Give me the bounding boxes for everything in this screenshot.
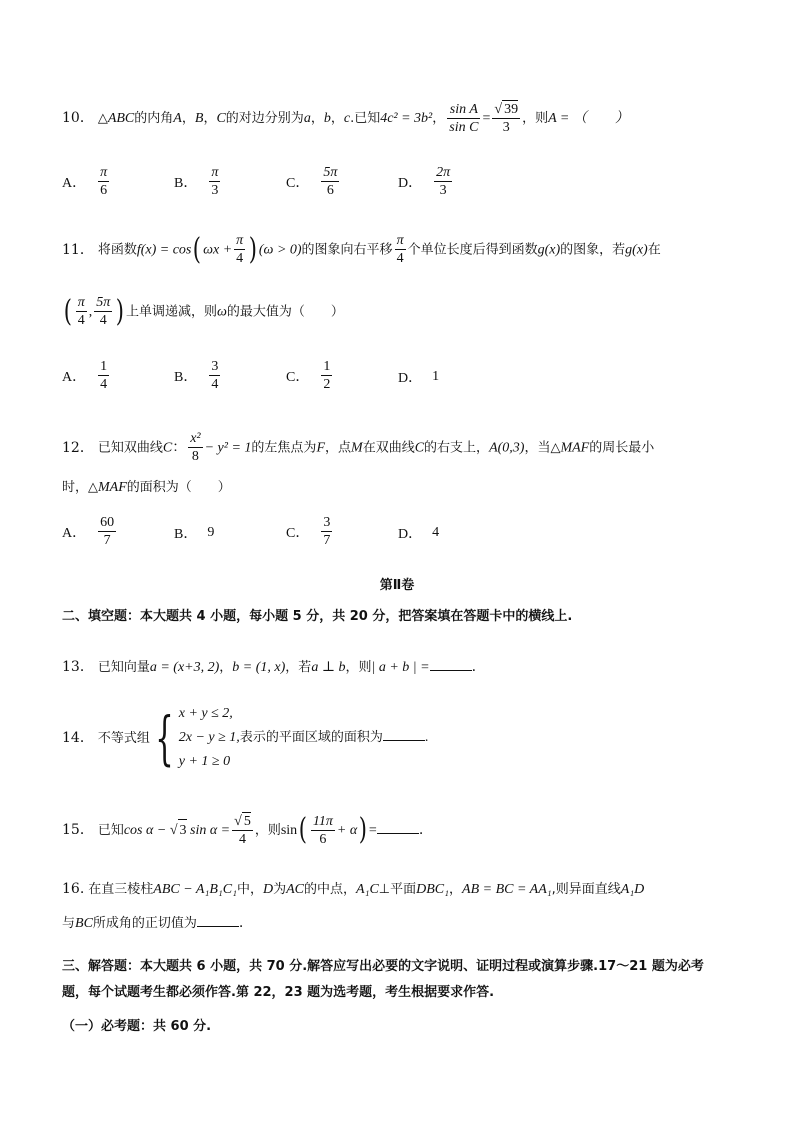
fraction-denominator: 4 xyxy=(236,251,244,266)
fraction-denominator: 6 xyxy=(100,183,108,198)
solve-header-line-1: 三、解答题：本大题共 6 小题，共 70 分.解答应写出必要的文字说明、证明过程或演算步骤.17～21 题为必考 xyxy=(62,959,704,974)
fraction-denominator: 4 xyxy=(396,251,404,266)
option-label: A． xyxy=(62,369,87,385)
condition: (ω > 0) xyxy=(258,242,302,258)
fraction-denominator: 6 xyxy=(319,831,327,847)
question-text: 的内角 xyxy=(134,111,174,126)
option-value: 4 xyxy=(432,525,440,540)
question-10: 10． △ABC的内角A，B，C的对边分别为a，b，c.已知4c² = 3b²， $\frac{\text{sin A}}{\text{sin C}}$ = $\frac{√ 39}{3}$ ，则A = （ ） xyxy=(62,101,629,135)
option-label: C． xyxy=(286,175,310,191)
fraction xyxy=(98,358,109,393)
question-text: 已知向量 xyxy=(97,660,150,675)
fraction-numerator: π xyxy=(211,165,219,180)
point-D: D xyxy=(262,882,274,897)
var-b: b xyxy=(323,111,331,126)
sqrt-radicand: 39 xyxy=(504,102,519,117)
option-c[interactable] xyxy=(286,514,334,549)
fraction-numerator: 3 xyxy=(323,515,331,530)
fraction xyxy=(311,813,335,848)
question-text: 为 xyxy=(273,882,287,897)
fraction-numerator: 5π xyxy=(323,165,338,180)
inequality-system xyxy=(179,702,429,774)
point-A: A(0,3) xyxy=(489,440,525,456)
option-label: B． xyxy=(174,369,198,385)
question-text: 将函数 xyxy=(97,242,137,258)
option-a[interactable] xyxy=(62,514,118,549)
question-text: 的图象，若 xyxy=(560,242,626,258)
option-label: A． xyxy=(62,175,87,191)
left-paren: ( xyxy=(63,293,72,329)
var-C: C xyxy=(414,440,425,456)
segment-A1D: A₁D xyxy=(620,882,645,897)
sqrt-radicand: 5 xyxy=(243,814,251,829)
function-expression: f(x) = cos xyxy=(136,242,192,258)
inequality-2: 2x − y ≥ 1, xyxy=(178,730,240,745)
prism-name: ABC − A₁B₁C₁ xyxy=(153,882,237,897)
fraction-denominator: 4 xyxy=(211,377,219,392)
option-label: C． xyxy=(286,525,310,541)
fraction-numerator: 1 xyxy=(100,359,108,374)
fraction-denominator: 4 xyxy=(238,832,246,847)
question-text: 在双曲线 xyxy=(362,440,415,456)
fraction xyxy=(209,358,220,393)
answer-blank[interactable] xyxy=(197,912,239,927)
question-text: 上单调递减，则 xyxy=(125,304,217,320)
inequality-2-row xyxy=(179,726,429,750)
var-B: B xyxy=(194,111,204,126)
question-14 xyxy=(62,702,734,774)
fraction-numerator: 2π xyxy=(436,165,451,180)
question-text: ，则 xyxy=(254,823,281,838)
fraction-denominator: 3 xyxy=(211,183,219,198)
perpendicular-condition: a ⊥ b xyxy=(311,660,346,675)
fraction-denominator: 2 xyxy=(323,377,331,392)
question-text: 不等式组 xyxy=(97,731,150,746)
question-text: 已知双曲线 xyxy=(97,440,163,456)
question-text: ，当△ xyxy=(524,440,561,456)
segment-A1C: A₁C xyxy=(356,882,379,897)
equation: 4c² = 3b² xyxy=(380,111,433,126)
fraction-denominator: 3 xyxy=(439,183,447,198)
right-paren: ) xyxy=(116,293,125,329)
question-text: ，点 xyxy=(325,440,352,456)
fraction xyxy=(98,514,116,549)
function-g: g(x) xyxy=(625,242,648,258)
equals-sign: = xyxy=(368,823,377,838)
question-number: 16. xyxy=(62,881,85,897)
question-text: 在 xyxy=(647,242,661,258)
separator: ， xyxy=(219,660,233,675)
equation: − y² = 1 xyxy=(204,440,252,456)
vector-a: a = (x+3, 2) xyxy=(149,660,220,675)
option-a[interactable] xyxy=(62,164,111,199)
option-b[interactable] xyxy=(174,164,222,199)
question-15: 15． 已知cos α − √ 3 sin α = $\frac{√ 5}{4}$ ，则sin( $\frac{11\pi}{6}$ + α) = . xyxy=(62,812,424,847)
var-C: C xyxy=(162,440,173,456)
required-header: （一）必考题：共 60 分. xyxy=(62,1019,212,1034)
inequality-1: x + y ≤ 2, xyxy=(178,706,233,721)
separator: ， xyxy=(449,882,463,897)
var-C: C xyxy=(216,111,226,126)
question-16-line2 xyxy=(62,912,734,935)
period: . xyxy=(418,822,424,838)
var-A: A xyxy=(173,111,182,126)
expression: cos α − xyxy=(123,823,170,838)
answer-blank[interactable] xyxy=(377,819,419,834)
question-text: ，则 xyxy=(522,111,549,126)
var-a: a xyxy=(303,111,311,126)
question-text: ,则异面直线 xyxy=(551,882,621,897)
option-d[interactable] xyxy=(398,523,439,543)
option-value: 9 xyxy=(207,525,215,540)
fraction xyxy=(447,101,480,136)
options-12 xyxy=(62,514,482,554)
triangle-symbol: △ xyxy=(97,111,108,126)
options-10 xyxy=(62,164,482,204)
fraction-denominator: 8 xyxy=(191,449,199,464)
question-text: 的右支上， xyxy=(424,440,490,456)
fraction-numerator: π xyxy=(236,233,244,248)
options-11 xyxy=(62,358,482,398)
triangle-name: MAF xyxy=(98,480,127,495)
sin-function: sin xyxy=(280,823,298,838)
segment-AC: AC xyxy=(286,882,305,897)
question-text: 与 xyxy=(62,916,76,931)
segment-BC: BC xyxy=(75,916,93,931)
question-text: 的图象向右平移 xyxy=(301,242,393,258)
fraction xyxy=(234,232,245,267)
var-omega: ω xyxy=(216,304,227,320)
question-number: 11． xyxy=(62,241,94,258)
solve-header xyxy=(62,954,736,1006)
option-label: D． xyxy=(398,527,423,542)
left-paren: ( xyxy=(193,231,202,267)
question-text: 的中点， xyxy=(304,882,357,897)
option-label: B． xyxy=(174,527,198,542)
equalities: AB = BC = AA₁ xyxy=(462,882,552,897)
option-label: A． xyxy=(62,525,87,541)
fraction xyxy=(434,164,452,199)
inner-expression: ωx + xyxy=(203,242,233,258)
fill-in-header: 二、填空题：本大题共 4 小题，每小题 5 分，共 20 分，把答案填在答题卡中的横线上. xyxy=(62,609,573,624)
period: . xyxy=(471,659,477,675)
var-F: F xyxy=(316,440,325,456)
option-b[interactable] xyxy=(174,523,214,543)
fraction-denominator: 4 xyxy=(77,313,85,328)
fraction-denominator: 7 xyxy=(323,533,331,548)
option-label: D． xyxy=(398,175,423,191)
fraction xyxy=(232,812,253,848)
fraction-numerator: √ 39 xyxy=(494,102,519,117)
plane-DBC1: DBC₁ xyxy=(416,882,449,897)
fraction-numerator: 60 xyxy=(100,515,115,530)
colon: ： xyxy=(172,440,187,456)
question-text: 时，△ xyxy=(62,480,98,495)
option-c[interactable] xyxy=(286,164,341,199)
question-text: 的最大值为（ ） xyxy=(226,304,344,320)
fraction-denominator: 4 xyxy=(99,313,107,328)
magnitude-expression: | a + b | = xyxy=(371,660,430,675)
option-d[interactable] xyxy=(398,164,454,199)
question-text: 个单位长度后得到函数 xyxy=(407,242,538,258)
triangle-name: MAF xyxy=(560,440,590,456)
option-c[interactable] xyxy=(286,358,334,393)
fraction xyxy=(188,430,202,465)
fraction-numerator: π xyxy=(77,295,85,310)
question-text: ，则 xyxy=(345,660,372,675)
question-text: 的周长最小 xyxy=(589,440,655,456)
question-text: 中， xyxy=(236,882,263,897)
option-d[interactable] xyxy=(398,367,439,387)
fraction-numerator: √ 5 xyxy=(234,814,251,829)
sqrt-radicand: 3 xyxy=(178,819,187,842)
option-label: D． xyxy=(398,371,423,386)
question-number: 14． xyxy=(62,730,94,746)
fraction xyxy=(395,232,406,267)
function-g: g(x) xyxy=(537,242,561,258)
expression: sin α = xyxy=(186,823,231,838)
triangle-name: ABC xyxy=(107,111,135,126)
question-16 xyxy=(62,878,734,901)
question-text: 已知 xyxy=(97,823,124,838)
solve-header-line-2: 题，每个试题考生都必须作答.第 22，23 题为选考题，考生根据要求作答. xyxy=(62,985,495,1000)
answer-blank[interactable] xyxy=(383,726,425,741)
question-answer-slot: A = （ ） xyxy=(548,111,629,126)
question-text: 在直三棱柱 xyxy=(88,882,154,897)
fraction xyxy=(321,164,339,199)
fraction-denominator: sin C xyxy=(449,119,479,135)
question-11-line2: ( $\frac{\pi}{4}$ , $\frac{5\pi}{4}$ ) 上单调递减，则ω的最大值为（ ） xyxy=(63,293,344,329)
section-title: 第Ⅱ卷 xyxy=(379,578,415,593)
left-paren: ( xyxy=(298,812,308,847)
question-number: 13． xyxy=(62,659,94,675)
period: . xyxy=(238,915,244,931)
fraction xyxy=(94,294,112,329)
question-text: 所成角的正切值为 xyxy=(92,916,197,931)
fraction-numerator: 3 xyxy=(211,359,219,374)
question-number: 15． xyxy=(62,822,94,838)
expression: + α xyxy=(336,823,358,838)
fraction-numerator: π xyxy=(396,233,404,248)
question-text: ，若 xyxy=(285,660,312,675)
question-12 xyxy=(62,430,734,465)
question-11 xyxy=(62,232,734,267)
question-12-line2 xyxy=(62,476,734,499)
vector-b: b = (1, x) xyxy=(232,660,286,675)
var-c: c xyxy=(343,111,351,126)
question-text: 的左焦点为 xyxy=(251,440,317,456)
option-value: 1 xyxy=(432,369,440,384)
fraction-denominator: 6 xyxy=(326,183,334,198)
left-brace: { xyxy=(155,704,174,772)
fraction-numerator: 1 xyxy=(323,359,331,374)
fraction-numerator: 5π xyxy=(96,295,111,310)
fraction xyxy=(98,164,109,199)
option-label: B． xyxy=(174,175,198,191)
question-text: 表示的平面区域的面积为 xyxy=(239,730,383,745)
right-paren: ) xyxy=(248,231,258,267)
fraction-denominator: 7 xyxy=(103,533,111,548)
question-number: 12． xyxy=(62,439,94,456)
question-text: 的面积为（ ） xyxy=(126,480,231,495)
fraction xyxy=(321,358,332,393)
answer-blank[interactable] xyxy=(430,656,472,671)
option-label: C． xyxy=(286,369,310,385)
fraction-numerator: π xyxy=(100,165,108,180)
fraction xyxy=(492,100,520,136)
question-13 xyxy=(62,656,734,679)
option-b[interactable] xyxy=(174,358,222,393)
question-text: ⊥平面 xyxy=(378,882,417,897)
fraction-numerator: sin A xyxy=(447,101,480,119)
inequality-3: y + 1 ≥ 0 xyxy=(178,754,231,769)
fraction xyxy=(76,294,87,329)
option-a[interactable] xyxy=(62,358,111,393)
fraction-denominator: 4 xyxy=(100,377,108,392)
period: . xyxy=(424,730,429,745)
right-paren: ) xyxy=(358,812,368,847)
var-M: M xyxy=(351,440,363,456)
fraction-denominator: 3 xyxy=(502,120,510,135)
fraction xyxy=(321,514,332,549)
fraction-numerator: x² xyxy=(190,431,201,446)
question-text: .已知 xyxy=(350,111,381,126)
fraction xyxy=(209,164,220,199)
question-number: 10． xyxy=(62,110,94,126)
question-text: 的对边分别为 xyxy=(225,111,304,126)
fraction-numerator: 11π xyxy=(312,813,333,829)
